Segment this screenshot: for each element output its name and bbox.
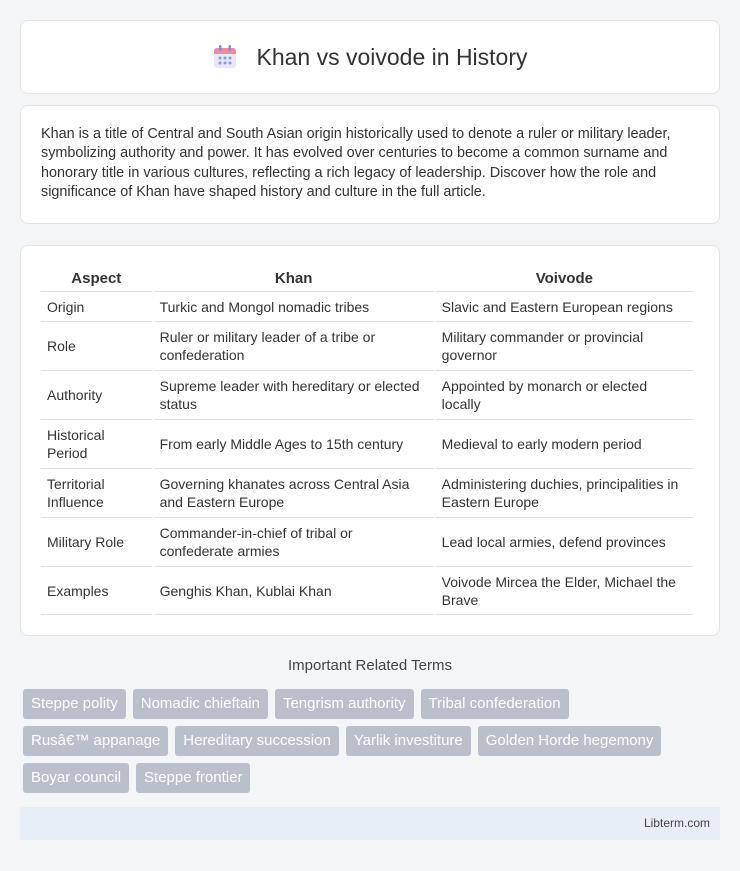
intro-text: Khan is a title of Central and South Asian origin historically used to denote a ruler or military leader, symbolizing authority and power. It has evolved over centuries to become a common surname and honorary title in various cultures, reflecting a rich legacy of leadership. Discover how the role and significance of Khan have shaped history and culture in the full article. (41, 126, 671, 200)
table-cell: Voivode Mircea the Elder, Michael the Brave (436, 566, 693, 615)
tag-hereditary-succession[interactable]: Hereditary succession (175, 726, 339, 756)
table-cell: Ruler or military leader of a tribe or confederation (154, 321, 434, 370)
table-row (41, 370, 693, 419)
tag-golden-horde-hegemony[interactable]: Golden Horde hegemony (478, 726, 662, 756)
table-row (41, 566, 693, 615)
table-cell: Historical Period (41, 419, 152, 468)
footer (20, 807, 720, 840)
comparison-table (39, 265, 695, 615)
table-cell: Medieval to early modern period (436, 419, 693, 468)
tag-tribal-confederation[interactable]: Tribal confederation (421, 689, 569, 719)
tag-nomadic-chieftain[interactable]: Nomadic chieftain (133, 689, 268, 719)
table-row (41, 468, 693, 517)
table-cell: From early Middle Ages to 15th century (154, 419, 434, 468)
header-voivode: Voivode (535, 270, 593, 287)
tag-steppe-frontier[interactable]: Steppe frontier (136, 763, 250, 793)
tag-row (23, 689, 723, 719)
table-cell: Supreme leader with hereditary or elected status (154, 370, 434, 419)
table-cell: Military commander or provincial governor (436, 321, 693, 370)
tag-yarlik-investiture[interactable]: Yarlik investiture (346, 726, 471, 756)
table-cell: Authority (41, 370, 152, 419)
table-cell: Territorial Influence (41, 468, 152, 517)
table-cell: Governing khanates across Central Asia and Eastern Europe (154, 468, 434, 517)
header-card (20, 20, 720, 94)
header-khan: Khan (274, 270, 313, 287)
related-terms-heading: Important Related Terms (288, 657, 452, 674)
table-cell: Role (41, 321, 152, 370)
page-title: Khan vs voivode in History (256, 43, 528, 70)
table-cell: Turkic and Mongol nomadic tribes (154, 291, 434, 321)
table-cell: Appointed by monarch or elected locally (436, 370, 693, 419)
header (212, 44, 527, 71)
tag-boyar-council[interactable]: Boyar council (23, 763, 129, 793)
comparison-card (20, 245, 720, 636)
table-row (41, 321, 693, 370)
table-row (41, 419, 693, 468)
table-cell: Lead local armies, defend provinces (436, 517, 693, 566)
table-cell: Commander-in-chief of tribal or confederate armies (154, 517, 434, 566)
tag-tengrism-authority[interactable]: Tengrism authority (275, 689, 414, 719)
tag-rus-appanage[interactable]: Rusâ€™ appanage (23, 726, 168, 756)
table-row (41, 517, 693, 566)
intro-card (20, 105, 720, 224)
table-row (41, 291, 693, 321)
tag-row (23, 763, 723, 793)
table-cell: Examples (41, 566, 152, 615)
header-aspect: Aspect (71, 270, 122, 287)
table-cell: Administering duchies, principalities in Eastern Europe (436, 468, 693, 517)
tag-row (23, 726, 723, 756)
table-cell: Origin (41, 291, 152, 321)
tag-steppe-polity[interactable]: Steppe polity (23, 689, 126, 719)
table-header-row (41, 265, 693, 291)
table-cell: Genghis Khan, Kublai Khan (154, 566, 434, 615)
calendar-icon (212, 44, 238, 70)
footer-link[interactable]: Libterm.com (643, 816, 710, 830)
table-cell: Slavic and Eastern European regions (436, 291, 693, 321)
table-cell: Military Role (41, 517, 152, 566)
related-terms (23, 689, 723, 800)
